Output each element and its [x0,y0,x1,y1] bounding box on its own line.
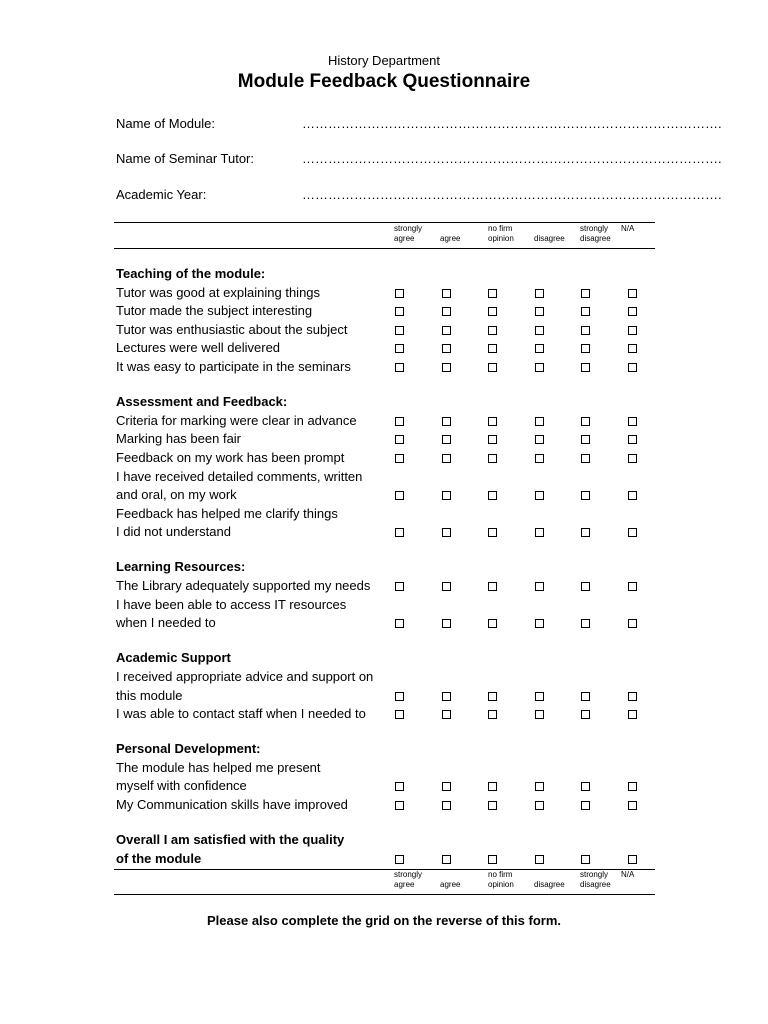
question-text: It was easy to participate in the seminars [116,359,351,374]
column-footer-col-2-line2: opinion [488,880,514,889]
rating-checkbox[interactable] [628,344,637,353]
rating-checkbox[interactable] [442,344,451,353]
rating-checkbox[interactable] [628,710,637,719]
section-title: Learning Resources: [116,559,246,575]
rating-checkbox[interactable] [395,435,404,444]
rating-checkbox[interactable] [535,326,544,335]
rating-checkbox[interactable] [395,289,404,298]
column-footer-col-5-line1: N/A [621,870,635,879]
rating-checkbox[interactable] [442,363,451,372]
rating-checkbox[interactable] [442,782,451,791]
question-text: Overall I am satisfied with the quality [116,832,345,848]
academic-year-input-line[interactable]: ……………………………………………………………………………………. [302,187,722,202]
rating-checkbox[interactable] [395,307,404,316]
rating-checkbox[interactable] [628,435,637,444]
rating-checkbox[interactable] [581,363,590,372]
column-header-bottom-rule [114,248,655,249]
question-text: I was able to contact staff when I needed to [116,706,366,722]
column-footer-col-0-line1: strongly [394,870,423,879]
column-footer-col-4-line2: disagree [580,880,611,889]
question-text: and oral, on my work [116,487,237,503]
column-header-col-5 [621,224,681,244]
column-header-top-rule [114,222,655,223]
rating-checkbox[interactable] [395,528,404,537]
rating-checkbox[interactable] [581,326,590,335]
rating-checkbox[interactable] [488,692,497,701]
rating-checkbox[interactable] [628,801,637,810]
page-title: Module Feedback Questionnaire [237,71,531,92]
rating-checkbox[interactable] [395,417,404,426]
rating-checkbox[interactable] [395,801,404,810]
footer-note: Please also complete the grid on the reverse of this form. [207,913,561,928]
section-title: Assessment and Feedback: [116,394,288,410]
rating-checkbox[interactable] [488,326,497,335]
rating-checkbox[interactable] [488,363,497,372]
column-footer-col-0-line2: agree [394,880,415,889]
rating-checkbox[interactable] [535,454,544,463]
column-footer-col-2-line1: no firm [488,870,513,879]
rating-checkbox[interactable] [581,855,590,864]
module-name-input-line[interactable]: ……………………………………………………………………………………. [302,116,722,131]
column-header-col-0-line2: agree [394,234,415,243]
column-footer-col-4-line1: strongly [580,870,609,879]
question-text: I have received detailed comments, written [116,468,363,484]
question-text: Lectures were well delivered [116,340,281,356]
seminar-tutor-label: Name of Seminar Tutor: [116,151,254,166]
question-text: myself with confidence [116,778,247,794]
question-text: when I needed to [116,615,216,631]
question-text: I have been able to access IT resources [116,596,347,612]
academic-year-label: Academic Year: [116,187,207,202]
column-header-col-1-line2: agree [440,234,461,243]
department-name: History Department [328,53,440,68]
rating-checkbox[interactable] [535,363,544,372]
rating-checkbox[interactable] [535,344,544,353]
rating-checkbox[interactable] [581,454,590,463]
column-footer-col-5 [621,870,681,890]
rating-checkbox[interactable] [488,801,497,810]
rating-checkbox[interactable] [581,619,590,628]
seminar-tutor-input-line[interactable]: ……………………………………………………………………………………. [302,151,722,166]
question-text: My Communication skills have improved [116,797,348,812]
question-text: Tutor made the subject interesting [116,303,313,319]
rating-checkbox[interactable] [488,289,497,298]
rating-checkbox[interactable] [581,782,590,791]
question-text: I received appropriate advice and support on [116,668,374,684]
rating-checkbox[interactable] [395,326,404,335]
question-text: The Library adequately supported my needs [116,578,371,593]
column-footer-bottom-rule [114,894,655,895]
question-text: of the module [116,850,202,866]
rating-checkbox[interactable] [442,289,451,298]
rating-checkbox[interactable] [535,491,544,500]
rating-checkbox[interactable] [488,417,497,426]
module-name-field[interactable] [116,116,722,134]
column-footer-col-1-line2: agree [440,880,461,889]
column-header-col-4-line2: disagree [580,234,611,243]
rating-checkbox[interactable] [628,363,637,372]
section-title: Teaching of the module: [116,266,266,281]
seminar-tutor-field[interactable] [116,151,722,169]
question-text: Feedback on my work has been prompt [116,449,345,465]
rating-checkbox[interactable] [581,289,590,298]
academic-year-field[interactable] [116,187,722,205]
rating-checkbox[interactable] [442,307,451,316]
rating-checkbox[interactable] [442,528,451,537]
rating-checkbox[interactable] [581,528,590,537]
rating-checkbox[interactable] [535,692,544,701]
rating-checkbox[interactable] [535,417,544,426]
rating-checkbox[interactable] [581,692,590,701]
rating-checkbox[interactable] [488,782,497,791]
rating-checkbox[interactable] [535,710,544,719]
rating-checkbox[interactable] [488,619,497,628]
rating-checkbox[interactable] [442,454,451,463]
rating-checkbox[interactable] [628,528,637,537]
rating-checkbox[interactable] [442,417,451,426]
question-text: Feedback has helped me clarify things [116,505,338,521]
rating-checkbox[interactable] [628,417,637,426]
question-text: this module [116,687,183,703]
rating-checkbox[interactable] [628,454,637,463]
column-header-col-5-line1: N/A [621,224,635,233]
rating-checkbox[interactable] [442,619,451,628]
section-title: Academic Support [116,650,231,666]
question-text: The module has helped me present [116,759,321,775]
column-footer-col-3-line2: disagree [534,880,565,889]
rating-checkbox[interactable] [535,307,544,316]
rating-checkbox[interactable] [581,491,590,500]
rating-checkbox[interactable] [488,582,497,591]
rating-checkbox[interactable] [628,326,637,335]
rating-checkbox[interactable] [442,801,451,810]
rating-checkbox[interactable] [395,855,404,864]
section-title: Personal Development: [116,741,261,757]
rating-checkbox[interactable] [442,710,451,719]
question-text: Criteria for marking were clear in advance [116,412,357,428]
rating-checkbox[interactable] [395,782,404,791]
rating-checkbox[interactable] [395,344,404,353]
rating-checkbox[interactable] [488,435,497,444]
column-header-col-3-line2: disagree [534,234,565,243]
rating-checkbox[interactable] [628,782,637,791]
column-header-col-4-line1: strongly [580,224,609,233]
rating-checkbox[interactable] [395,454,404,463]
rating-checkbox[interactable] [535,528,544,537]
column-header-col-0-line1: strongly [394,224,423,233]
rating-checkbox[interactable] [581,307,590,316]
question-text: Tutor was enthusiastic about the subject [116,321,348,337]
rating-checkbox[interactable] [488,528,497,537]
rating-checkbox[interactable] [488,710,497,719]
module-name-label: Name of Module: [116,116,215,131]
rating-checkbox[interactable] [442,855,451,864]
rating-checkbox[interactable] [488,344,497,353]
rating-checkbox[interactable] [628,582,637,591]
rating-checkbox[interactable] [581,582,590,591]
rating-checkbox[interactable] [535,435,544,444]
rating-checkbox[interactable] [535,619,544,628]
rating-checkbox[interactable] [395,363,404,372]
question-text: I did not understand [116,524,231,540]
question-text: Tutor was good at explaining things [116,284,321,300]
rating-checkbox[interactable] [581,344,590,353]
column-header-col-5-line2 [621,234,681,244]
rating-checkbox[interactable] [442,692,451,701]
rating-checkbox[interactable] [395,582,404,591]
rating-checkbox[interactable] [535,782,544,791]
rating-checkbox[interactable] [535,801,544,810]
rating-checkbox[interactable] [395,710,404,719]
rating-checkbox[interactable] [488,491,497,500]
rating-checkbox[interactable] [395,619,404,628]
rating-checkbox[interactable] [442,582,451,591]
rating-checkbox[interactable] [488,307,497,316]
question-text: Marking has been fair [116,431,242,447]
rating-checkbox[interactable] [628,692,637,701]
rating-checkbox[interactable] [628,307,637,316]
rating-checkbox[interactable] [628,491,637,500]
column-footer-col-5-line2 [621,880,681,890]
rating-checkbox[interactable] [628,855,637,864]
rating-checkbox[interactable] [581,801,590,810]
rating-checkbox[interactable] [628,619,637,628]
rating-checkbox[interactable] [581,417,590,426]
column-header-col-2-line2: opinion [488,234,514,243]
rating-checkbox[interactable] [442,435,451,444]
rating-checkbox[interactable] [535,855,544,864]
rating-checkbox[interactable] [535,289,544,298]
rating-checkbox[interactable] [535,582,544,591]
rating-checkbox[interactable] [395,491,404,500]
rating-checkbox[interactable] [581,435,590,444]
rating-checkbox[interactable] [442,491,451,500]
rating-checkbox[interactable] [581,710,590,719]
rating-checkbox[interactable] [442,326,451,335]
rating-checkbox[interactable] [488,855,497,864]
rating-checkbox[interactable] [628,289,637,298]
rating-checkbox[interactable] [488,454,497,463]
rating-checkbox[interactable] [395,692,404,701]
column-header-col-2-line1: no firm [488,224,513,233]
